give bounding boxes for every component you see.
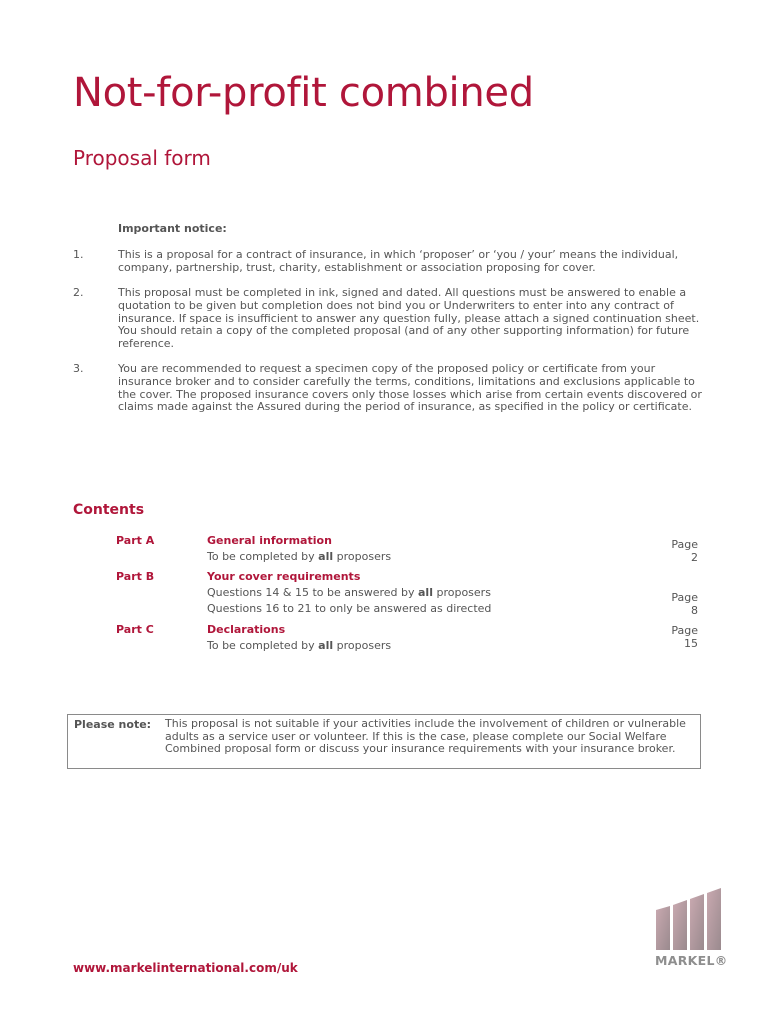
markel-logo-text: MARKEL® [655,953,728,968]
part-b-info [207,569,627,617]
notice-item-text: This proposal must be completed in ink, signed and dated. All questions must be answered to enable a quotation to be given but completion does not bind you or Underwriters to enter into any contract of insurance. If space is insufficient to answer any question fully, please attach a signed continuation sheet. You should retain a copy of the completed proposal (and of any other supporting information) for future reference. [118,286,700,351]
part-b-page: Page 8 [671,591,698,617]
part-c-description: To be completed by all proposers [207,639,392,652]
part-a-description: To be completed by all proposers [207,550,392,563]
part-b-description: Questions 14 & 15 to be answered by all proposers [207,586,491,599]
part-b-label: Part B [116,570,155,583]
please-note-box [67,714,701,769]
part-c-title: Declarations [207,623,286,636]
notice-item-number: 2. [73,286,84,299]
document-subtitle: Proposal form [73,146,211,170]
notice-item [73,363,703,414]
contents-heading: Contents [73,502,145,518]
part-c-info [207,622,627,654]
part-a-page: Page 2 [671,538,698,564]
important-notice-heading: Important notice: [118,222,227,235]
notice-item-text: You are recommended to request a specimen copy of the proposed policy or certificate from your insurance broker and to consider carefully the terms, conditions, limitations and exclusions applicable to the cover. The proposed insurance covers only those losses which arise from certain events discovered or claims made against the Assured during the period of insurance, as specified in the policy or certificate. [118,362,702,414]
footer-url-link[interactable]: www.markelinternational.com/uk [73,961,298,975]
document-title: Not-for-profit combined [73,70,534,116]
notice-item-number: 3. [73,362,84,375]
part-a-label: Part A [116,534,155,547]
notice-item [73,249,703,275]
notice-item-number: 1. [73,248,84,261]
please-note-text: This proposal is not suitable if your activities include the involvement of children or vulnerable adults as a service user or volunteer. If this is the case, please complete our Social Welfare Combined proposal form or discuss your insurance requirements with your insurance broker. [165,717,686,756]
notice-item-text: This is a proposal for a contract of insurance, in which ‘proposer’ or ‘you / your’ means the individual, company, partnership, trust, charity, establishment or association proposing for cover. [118,248,679,274]
notice-item [73,287,703,351]
part-b-description-2: Questions 16 to 21 to only be answered as directed [207,602,492,615]
part-c-page: Page 15 [671,624,698,650]
part-b-title: Your cover requirements [207,570,361,583]
part-a-info [207,533,627,565]
part-a-title: General information [207,534,332,547]
part-c-label: Part C [116,623,154,636]
please-note-label: Please note: [74,718,152,731]
